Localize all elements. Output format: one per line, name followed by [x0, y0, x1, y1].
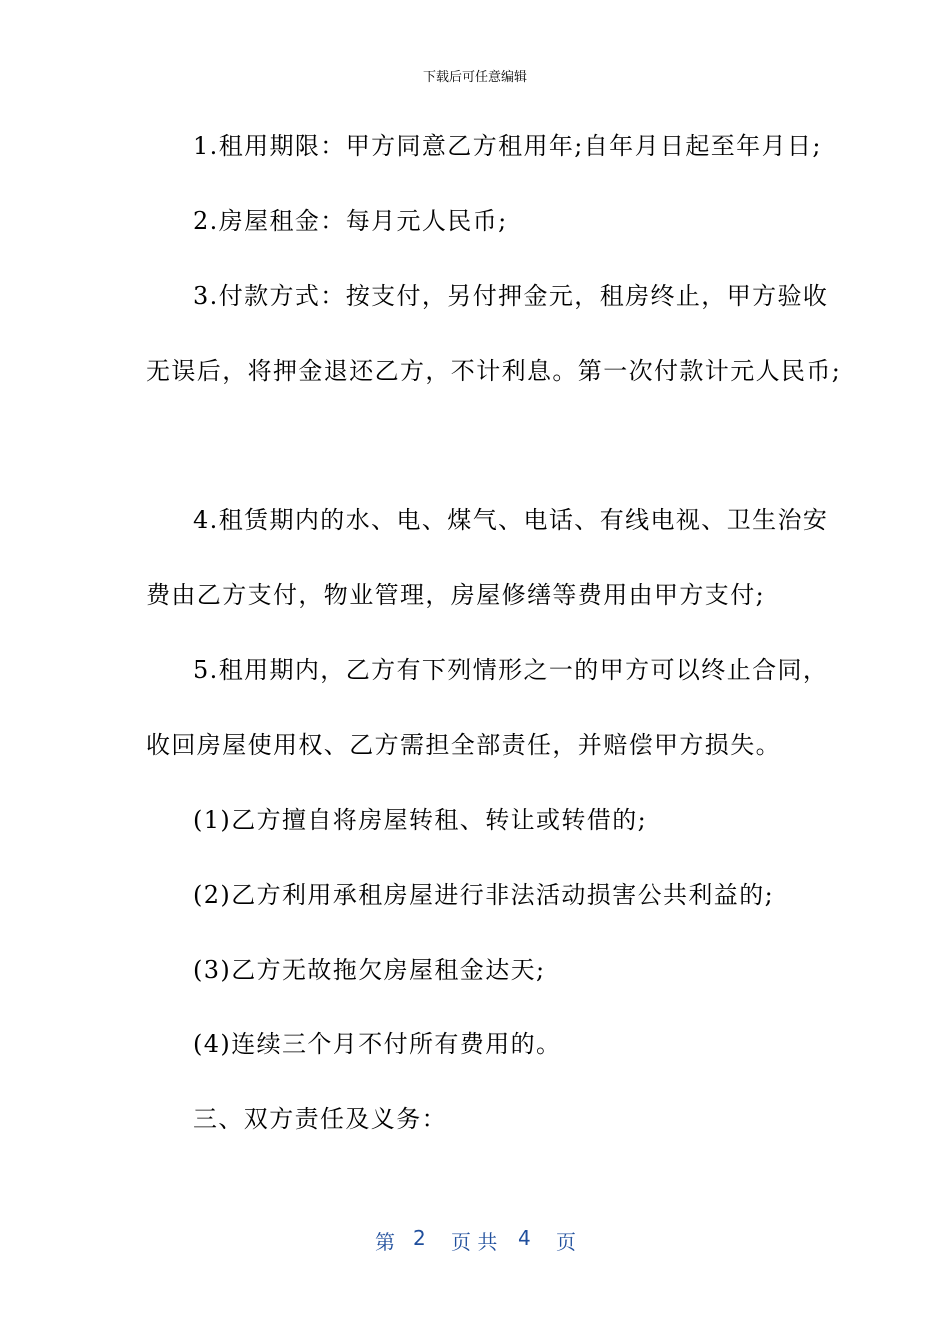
footer-page-prefix: 第	[375, 1230, 395, 1254]
paragraph-line: 收回房屋使用权、乙方需担全部责任，并赔偿甲方损失。	[146, 731, 781, 759]
paragraph-line: 4.租赁期内的水、电、煤气、电话、有线电视、卫生治安	[193, 506, 829, 534]
footer-page-middle: 页 共	[451, 1230, 498, 1254]
footer-page-suffix: 页	[556, 1230, 576, 1254]
paragraph-line: (4)连续三个月不付所有费用的。	[193, 1030, 562, 1058]
paragraph-line: 2.房屋租金：每月元人民币;	[193, 207, 508, 235]
header-note: 下载后可任意编辑	[422, 70, 527, 85]
paragraph-line: (3)乙方无故拖欠房屋租金达天;	[193, 956, 546, 984]
paragraph-line: 费由乙方支付，物业管理，房屋修缮等费用由甲方支付;	[146, 581, 766, 609]
paragraph-line: 1.租用期限：甲方同意乙方租用年;自年月日起至年月日;	[193, 132, 822, 160]
paragraph-line: (2)乙方利用承租房屋进行非法活动损害公共利益的;	[193, 881, 775, 909]
footer-total-pages: 4	[518, 1226, 531, 1250]
section-heading: 三、双方责任及义务：	[193, 1105, 447, 1133]
paragraph-line: (1)乙方擅自将房屋转租、转让或转借的;	[193, 806, 648, 834]
footer-current-page: 2	[413, 1226, 426, 1250]
paragraph-line: 无误后，将押金退还乙方，不计利息。第一次付款计元人民币;	[146, 357, 842, 385]
paragraph-line: 3.付款方式：按支付，另付押金元，租房终止，甲方验收	[193, 282, 829, 310]
paragraph-line: 5.租用期内，乙方有下列情形之一的甲方可以终止合同，	[193, 656, 829, 684]
page-footer	[0, 1226, 950, 1252]
